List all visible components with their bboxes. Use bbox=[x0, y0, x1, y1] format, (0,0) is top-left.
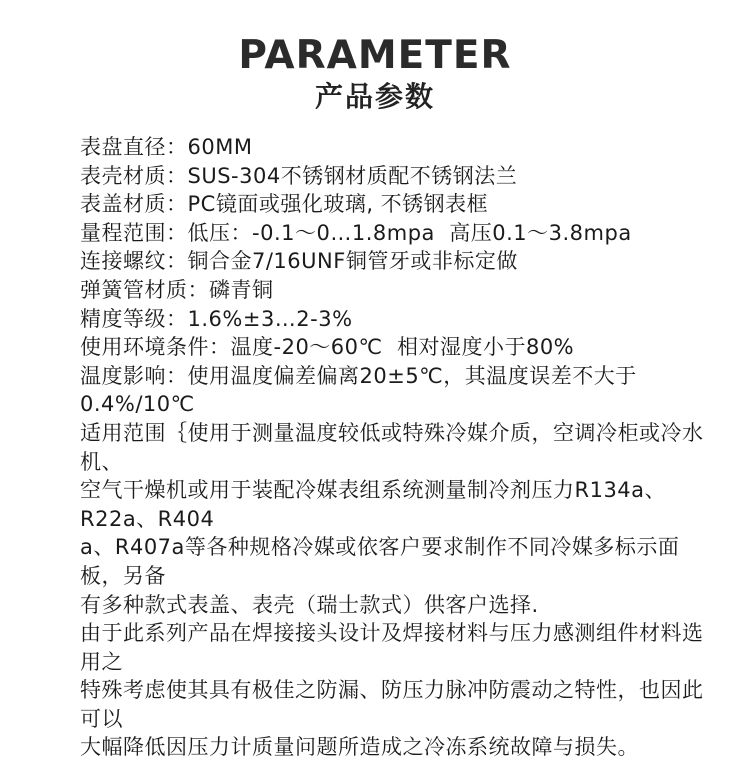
spec-line-case-material: 表壳材质：SUS-304不锈钢材质配不锈钢法兰 bbox=[80, 163, 518, 188]
spec-line-application-scope-3: a、R407a等各种规格冷媒或依客户要求制作不同冷媒多标示面板，另备 bbox=[80, 535, 680, 588]
spec-line-application-scope-2: 空气干燥机或用于装配冷媒表组系统测量制冷剂压力R134a、R22a、R404 bbox=[80, 478, 667, 531]
spec-line-bourdon-tube-material: 弹簧管材质：磷青铜 bbox=[80, 277, 274, 302]
spec-line-measuring-range: 量程范围：低压：-0.1～0…1.8mpa 高压0.1～3.8mpa bbox=[80, 220, 632, 245]
spec-line-application-scope-4: 有多种款式表盖、表壳（瑞士款式）供客户选择. bbox=[80, 592, 539, 617]
spec-list bbox=[80, 133, 710, 762]
page-title: PARAMETER bbox=[238, 33, 512, 78]
page-subtitle: 产品参数 bbox=[314, 80, 435, 113]
spec-line-quality-note-1: 由于此系列产品在焊接接头设计及焊接材料与压力感测组件材料选用之 bbox=[80, 621, 704, 674]
spec-line-application-scope-1: 适用范围｛使用于测量温度较低或特殊冷媒介质，空调冷柜或冷水机、 bbox=[80, 420, 704, 474]
header bbox=[0, 0, 750, 114]
spec-line-connection-thread: 连接螺纹：铜合金7/16UNF铜管牙或非标定做 bbox=[80, 249, 518, 274]
spec-line-operating-environment: 使用环境条件：温度-20～60℃ 相对湿度小于80% bbox=[80, 335, 575, 360]
spec-line-dial-diameter: 表盘直径：60MM bbox=[80, 135, 253, 159]
spec-line-temperature-effect: 温度影响：使用温度偏差偏离20±5℃，其温度误差不大于0.4%/10℃ bbox=[80, 363, 637, 417]
spec-line-accuracy-class: 精度等级：1.6%±3…2-3% bbox=[80, 306, 353, 331]
spec-line-quality-note-2: 特殊考虑使其具有极佳之防漏、防压力脉冲防震动之特性，也因此可以 bbox=[80, 678, 704, 731]
spec-line-cover-material: 表盖材质：PC镜面或强化玻璃, 不锈钢表框 bbox=[80, 192, 489, 217]
spec-line-quality-note-3: 大幅降低因压力计质量问题所造成之冷冻系统故障与损失。 bbox=[80, 735, 639, 760]
